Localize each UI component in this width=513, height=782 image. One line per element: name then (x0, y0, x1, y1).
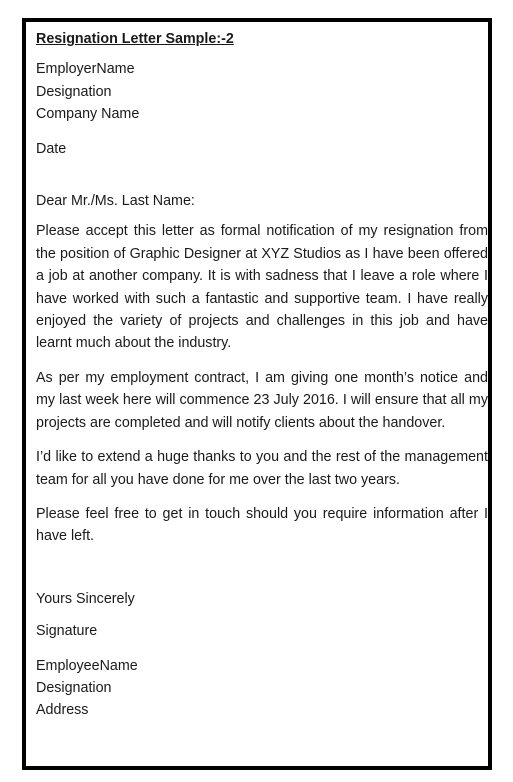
letter-title: Resignation Letter Sample:-2 (36, 31, 234, 47)
closing: Yours Sincerely (36, 590, 135, 607)
salutation: Dear Mr./Ms. Last Name: (36, 193, 195, 210)
letter-body (36, 28, 488, 722)
letter-date: Date (36, 140, 67, 157)
sender-block (36, 655, 488, 722)
employee-designation: Designation (36, 679, 112, 696)
signature: Signature (36, 623, 98, 640)
employer-name: EmployerName (36, 61, 135, 78)
paragraph-2: As per my employment contract, I am giving one month’s notice and my last week here will commence 23 July 2016. I will ensure that all my projects are completed and will notify clients about the handover. (36, 369, 488, 431)
paragraph-4: Please feel free to get in touch should you require information after I have left. (36, 505, 488, 545)
recipient-block (36, 58, 488, 125)
employer-designation: Designation (36, 83, 112, 100)
paragraph-3: I’d like to extend a huge thanks to you and the rest of the management team for all you have done for me over the last two years. (36, 449, 488, 488)
employee-address: Address (36, 702, 89, 719)
company-name: Company Name (36, 106, 140, 123)
paragraph-1: Please accept this letter as formal notification of my resignation from the position of Graphic Designer at XYZ Studios as I have been offered a job at another company. It is with sadness that I leave a role where I have worked with such a fantastic and supportive team. I have really enjoyed the variety of projects and challenges in this job and have learnt much about the industry. (36, 223, 488, 352)
employee-name: EmployeeName (36, 657, 138, 674)
